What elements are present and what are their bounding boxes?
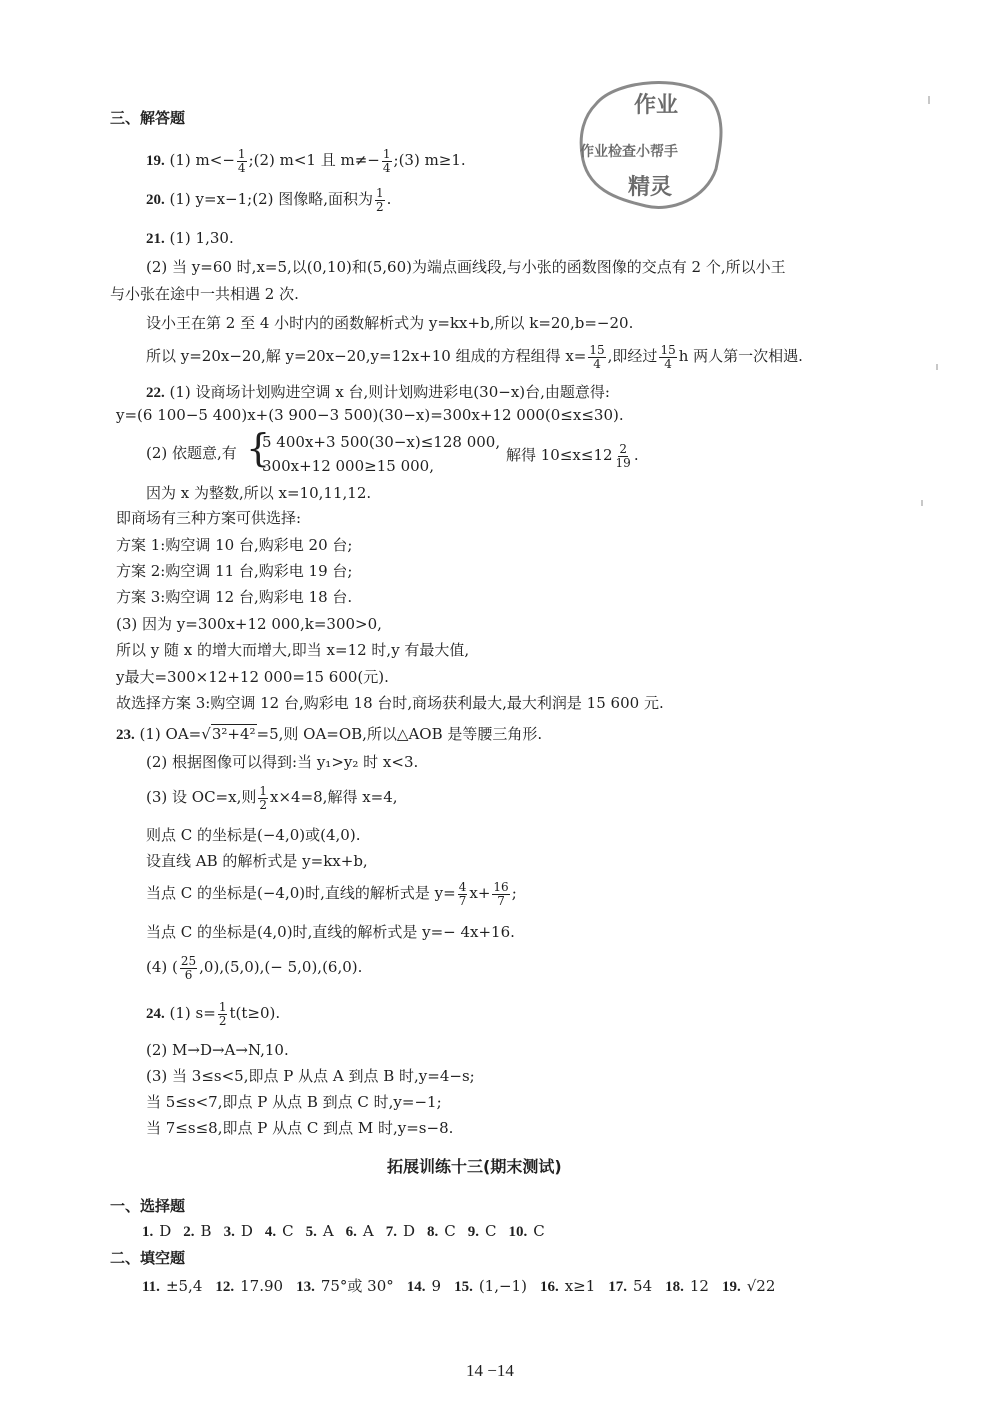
question-number: 9. (467, 1224, 480, 1240)
margin-speck (936, 364, 938, 370)
answer-23-line-6 (146, 878, 517, 908)
answer-23-line-1: 23. (1) OA=√3²+4²=5,则 OA=OB,所以△AOB 是等腰三角形. (116, 725, 543, 743)
answer-text: 当点 C 的坐标是(−4,0)时,直线的解析式是 y= (146, 884, 456, 902)
answer-text: ,即经过 (607, 347, 658, 365)
answer-text: 解得 10≤x≤12 (506, 446, 613, 464)
answer-value: C (282, 1222, 294, 1240)
answer-22-line-12: 故选择方案 3:购空调 12 台,购彩电 18 台时,商场获利最大,最大利润是 15 600 元. (116, 694, 664, 712)
fill-answers-row (142, 1276, 788, 1297)
fraction: $\frac{1}{2}$ (259, 783, 267, 812)
answer-item (665, 1277, 709, 1295)
section-title-choice: 一、选择题 (110, 1197, 186, 1215)
answer-value: 9 (431, 1277, 442, 1295)
answer-item (427, 1222, 456, 1240)
question-number: 10. (508, 1224, 528, 1240)
answer-22-line-10: 所以 y 随 x 的增大而增大,即当 x=12 时,y 有最大值, (116, 641, 470, 659)
question-number: 16. (539, 1279, 559, 1295)
answer-item (540, 1277, 595, 1295)
question-number: 20. (146, 192, 165, 208)
answer-22-line-3b (506, 440, 639, 470)
answer-value: (1,−1) (478, 1277, 527, 1295)
fraction: $\frac{4}{7}$ (458, 879, 467, 908)
answer-text: ;(2) m<1 且 m≠− (248, 151, 380, 169)
question-number: 1. (142, 1224, 154, 1240)
part-title: 拓展训练十三(期末测试) (387, 1157, 562, 1176)
answer-item (722, 1277, 775, 1295)
answer-text: (3) 设 OC=x,则 (146, 788, 257, 806)
question-number: 7. (385, 1224, 398, 1240)
answer-text: (4) ( (146, 958, 178, 976)
answer-22-line-7: 方案 2:购空调 11 台,购彩电 19 台; (116, 562, 353, 580)
fraction: $\frac{15}{4}$ (660, 342, 676, 371)
question-number: 18. (665, 1279, 684, 1295)
answer-item (142, 1222, 171, 1240)
fraction: $\frac{1}{2}$ (218, 999, 227, 1028)
answer-value: √22 (746, 1277, 776, 1295)
answer-23-line-4: 则点 C 的坐标是(−4,0)或(4,0). (146, 826, 361, 844)
answer-item (509, 1222, 545, 1240)
answer-value: C (444, 1222, 456, 1240)
answer-value: x≥1 (564, 1277, 596, 1295)
question-number: 14. (406, 1279, 426, 1295)
question-number: 13. (296, 1279, 315, 1295)
answer-text: (1) OA= (139, 725, 202, 743)
answer-text: (1) m<− (169, 151, 235, 169)
answer-item (142, 1277, 202, 1295)
answer-text: ; (511, 884, 517, 902)
answer-22-line-3a: (2) 依题意,有 (146, 444, 237, 462)
answer-text: ,0),(5,0),(− 5,0),(6,0). (199, 958, 363, 976)
homework-helper-stamp (576, 74, 724, 214)
answer-text: (1) s= (169, 1004, 216, 1022)
answer-21-line-5 (146, 341, 803, 371)
stamp-top-text: 作业 (634, 93, 679, 118)
margin-speck (921, 500, 923, 506)
answer-23-line-7: 当点 C 的坐标是(4,0)时,直线的解析式是 y=− 4x+16. (146, 923, 515, 941)
fraction: $\frac{1}{2}$ (376, 185, 384, 214)
answer-item (296, 1277, 394, 1295)
answer-21-line-1 (146, 228, 234, 249)
answer-text: =5,则 OA=OB,所以△AOB 是等腰三角形. (256, 725, 543, 743)
answer-text: . (633, 446, 639, 464)
answer-22-line-6: 方案 1:购空调 10 台,购彩电 20 台; (116, 536, 353, 554)
question-number: 3. (223, 1224, 235, 1240)
answer-23-line-5: 设直线 AB 的解析式是 y=kx+b, (146, 852, 368, 870)
question-number: 23. (116, 727, 135, 743)
answer-item (407, 1277, 441, 1295)
answer-19 (146, 146, 466, 175)
answer-text: (1) 设商场计划购进空调 x 台,则计划购进彩电(30−x)台,由题意得: (169, 383, 610, 401)
answer-value: D (403, 1222, 416, 1240)
margin-speck (928, 96, 930, 104)
question-number: 8. (427, 1224, 439, 1240)
answer-text: t(t≥0). (229, 1004, 281, 1022)
question-number: 21. (146, 231, 165, 247)
answer-value: D (159, 1222, 172, 1240)
answer-item (454, 1277, 527, 1295)
answer-value: C (485, 1222, 497, 1240)
answer-value: 54 (633, 1277, 653, 1295)
stamp-middle-text: 作业检查小帮手 (580, 144, 678, 160)
answer-value: 75°或 30° (320, 1277, 394, 1295)
fraction: $\frac{16}{7}$ (493, 879, 509, 908)
answer-item (306, 1222, 334, 1240)
answer-item (215, 1277, 283, 1295)
answer-text: h 两人第一次相遇. (678, 347, 803, 365)
answer-text: (1) y=x−1;(2) 图像略,面积为 (169, 190, 373, 208)
fraction: $\frac{15}{4}$ (589, 342, 605, 371)
answer-value: C (533, 1222, 545, 1240)
choice-answers-row (142, 1221, 557, 1242)
answer-21-line-4: 设小王在第 2 至 4 小时内的函数解析式为 y=kx+b,所以 k=20,b=−20. (146, 314, 634, 332)
answer-24-line-5: 当 7≤s≤8,即点 P 从点 C 到点 M 时,y=s−8. (146, 1119, 454, 1137)
fraction: $\frac{25}{6}$ (180, 953, 197, 982)
question-number: 2. (183, 1224, 195, 1240)
fraction: $\frac{1}{4}$ (382, 146, 391, 175)
question-number: 6. (345, 1224, 357, 1240)
answer-23-line-8 (146, 952, 362, 982)
answer-22-line-11: y最大=300×12+12 000=15 600(元). (116, 668, 389, 686)
answer-value: A (322, 1222, 334, 1240)
question-number: 24. (146, 1006, 165, 1022)
answer-value: B (200, 1222, 212, 1240)
answer-item (608, 1277, 652, 1295)
fraction: $\frac{2}{19}$ (615, 441, 631, 470)
answer-21-line-2: (2) 当 y=60 时,x=5,以(0,10)和(5,60)为端点画线段,与小张的函数图像的交点有 2 个,所以小王 (146, 258, 786, 276)
answer-value: 17.90 (240, 1277, 284, 1295)
page-number: 14 −14 (466, 1361, 514, 1380)
answer-20 (146, 185, 391, 214)
answer-text: x×4=8,解得 x=4, (270, 788, 398, 806)
equation-system-line-1: 5 400x+3 500(30−x)≤128 000, (262, 433, 501, 451)
answer-value: D (240, 1222, 253, 1240)
section-title-fill: 二、填空题 (110, 1249, 186, 1267)
answer-item (183, 1222, 211, 1240)
answer-value: A (362, 1222, 374, 1240)
answer-23-line-3 (146, 782, 398, 812)
system-brace: { (246, 426, 271, 470)
question-number: 4. (264, 1224, 277, 1240)
answer-22-line-2: y=(6 100−5 400)x+(3 900−3 500)(30−x)=300x+12 000(0≤x≤30). (116, 406, 624, 424)
question-number: 22. (146, 385, 165, 401)
answer-item (386, 1222, 415, 1240)
answer-text: x+ (469, 884, 491, 902)
answer-text: 所以 y=20x−20,解 y=20x−20,y=12x+10 组成的方程组得 x= (146, 347, 587, 365)
equation-system-line-2: 300x+12 000≥15 000, (262, 457, 434, 475)
section-title-solutions: 三、解答题 (110, 109, 186, 127)
answer-21-line-3: 与小张在途中一共相遇 2 次. (110, 285, 299, 303)
answer-value: ±5,4 (165, 1277, 203, 1295)
answer-item (224, 1222, 253, 1240)
answer-24-line-4: 当 5≤s<7,即点 P 从点 B 到点 C 时,y=−1; (146, 1093, 442, 1111)
answer-24-line-3: (3) 当 3≤s<5,即点 P 从点 A 到点 B 时,y=4−s; (146, 1067, 475, 1085)
answer-value: 12 (689, 1277, 709, 1295)
question-number: 17. (608, 1279, 628, 1295)
stamp-bottom-text: 精灵 (628, 175, 673, 200)
answer-23-line-2: (2) 根据图像可以得到:当 y₁>y₂ 时 x<3. (146, 753, 419, 771)
answer-22-line-9: (3) 因为 y=300x+12 000,k=300>0, (116, 615, 382, 633)
question-number: 15. (454, 1279, 473, 1295)
answer-24-line-1 (146, 998, 280, 1029)
answer-22-line-1 (146, 382, 610, 403)
answer-22-line-8: 方案 3:购空调 12 台,购彩电 18 台. (116, 588, 353, 606)
question-number: 12. (215, 1279, 235, 1295)
answer-item (265, 1222, 294, 1240)
question-number: 11. (142, 1279, 160, 1295)
answer-text: . (386, 190, 392, 208)
fraction: $\frac{1}{4}$ (237, 146, 246, 175)
answer-text: (1) 1,30. (169, 229, 234, 247)
answer-22-line-4: 因为 x 为整数,所以 x=10,11,12. (146, 484, 372, 502)
square-root: 3²+4² (211, 725, 256, 743)
answer-item (468, 1222, 497, 1240)
answer-text: ;(3) m≥1. (393, 151, 466, 169)
question-number: 19. (721, 1279, 741, 1295)
answer-24-line-2: (2) M→D→A→N,10. (146, 1041, 289, 1059)
question-number: 5. (305, 1224, 317, 1240)
question-number: 19. (146, 153, 165, 169)
answer-22-line-5: 即商场有三种方案可供选择: (116, 509, 302, 527)
answer-item (346, 1222, 374, 1240)
